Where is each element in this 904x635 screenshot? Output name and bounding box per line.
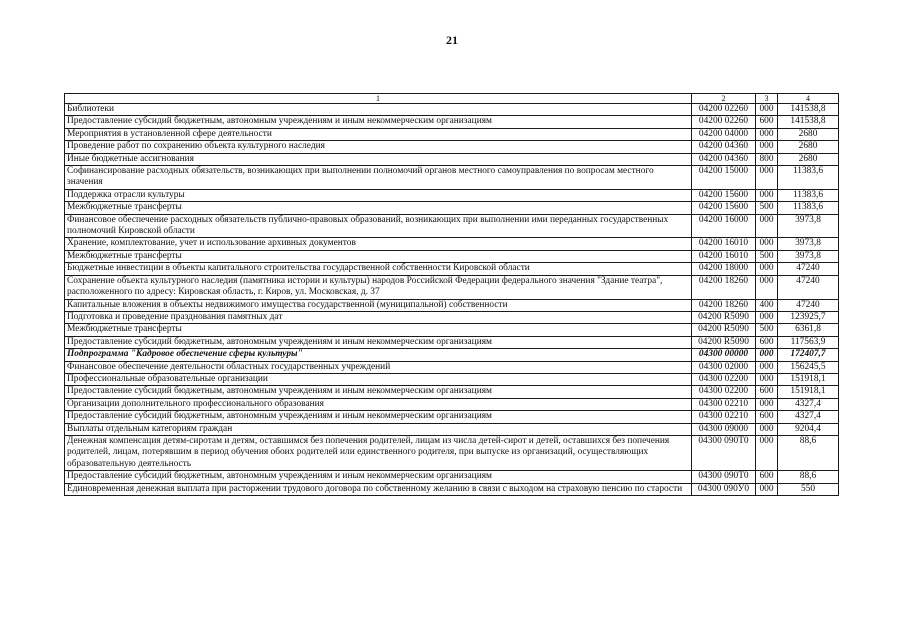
row-amount: 141538,8 (778, 104, 839, 116)
table-row (65, 214, 839, 238)
row-amount: 47240 (778, 275, 839, 299)
row-sub-code: 000 (756, 104, 778, 116)
column-header: 3 (756, 94, 778, 104)
table-row (65, 166, 839, 190)
row-sub-code: 000 (756, 275, 778, 299)
row-code: 04200 15600 (692, 189, 756, 201)
row-amount: 141538,8 (778, 116, 839, 128)
row-sub-code: 500 (756, 250, 778, 262)
table-row (65, 104, 839, 116)
row-sub-code: 000 (756, 128, 778, 140)
row-code: 04200 15600 (692, 202, 756, 214)
row-amount: 4327,4 (778, 411, 839, 423)
row-code: 04200 02260 (692, 116, 756, 128)
row-name: Поддержка отрасли культуры (65, 189, 692, 201)
column-header: 4 (778, 94, 839, 104)
row-code: 04200 18260 (692, 275, 756, 299)
row-name: Финансовое обеспечение расходных обязательств публично-правовых образований, возникающих при выполнении ими переданных государственных полномочий Кировской области (65, 214, 692, 238)
row-code: 04200 16010 (692, 250, 756, 262)
row-code: 04200 R5090 (692, 324, 756, 336)
row-name: Сохранение объекта культурного наследия (памятника истории и культуры) народов Российской Федерации федерального значения "Здание театра", расположенного по адресу: Кировская область, г. Киров, ул. Московская, д. 37 (65, 275, 692, 299)
row-name: Библиотеки (65, 104, 692, 116)
table-row (65, 336, 839, 348)
row-sub-code: 500 (756, 324, 778, 336)
row-name: Финансовое обеспечение деятельности областных государственных учреждений (65, 361, 692, 373)
row-code: 04200 15000 (692, 166, 756, 190)
row-amount: 151918,1 (778, 373, 839, 385)
row-amount: 550 (778, 483, 839, 495)
row-sub-code: 000 (756, 214, 778, 238)
row-code: 04300 02000 (692, 361, 756, 373)
row-code: 04300 02200 (692, 386, 756, 398)
table-row (65, 128, 839, 140)
row-sub-code: 000 (756, 349, 778, 361)
row-code: 04200 16010 (692, 238, 756, 250)
table-row (65, 361, 839, 373)
row-name: Проведение работ по сохранению объекта культурного наследия (65, 141, 692, 153)
row-amount: 88,6 (778, 435, 839, 470)
row-sub-code: 000 (756, 263, 778, 275)
row-amount: 2680 (778, 128, 839, 140)
row-code: 04300 02200 (692, 373, 756, 385)
row-code: 04300 02210 (692, 398, 756, 410)
row-sub-code: 000 (756, 238, 778, 250)
row-sub-code: 000 (756, 189, 778, 201)
row-name: Предоставление субсидий бюджетным, автономным учреждениям и иным некоммерческим организациям (65, 336, 692, 348)
row-name: Предоставление субсидий бюджетным, автономным учреждениям и иным некоммерческим организациям (65, 116, 692, 128)
table-row (65, 324, 839, 336)
row-name: Подпрограмма "Кадровое обеспечение сферы культуры" (65, 349, 692, 361)
column-header: 1 (65, 94, 692, 104)
row-name: Межбюджетные трансферты (65, 202, 692, 214)
row-sub-code: 000 (756, 166, 778, 190)
row-name: Предоставление субсидий бюджетным, автономным учреждениям и иным некоммерческим организациям (65, 386, 692, 398)
table-row (65, 435, 839, 470)
row-amount: 4327,4 (778, 398, 839, 410)
row-sub-code: 000 (756, 423, 778, 435)
table-row (65, 250, 839, 262)
row-amount: 2680 (778, 153, 839, 165)
row-name: Межбюджетные трансферты (65, 324, 692, 336)
row-sub-code: 500 (756, 202, 778, 214)
row-code: 04200 16000 (692, 214, 756, 238)
row-amount: 123925,7 (778, 311, 839, 323)
table-row (65, 311, 839, 323)
row-amount: 6361,8 (778, 324, 839, 336)
table-body (65, 104, 839, 496)
row-name: Межбюджетные трансферты (65, 250, 692, 262)
column-header: 2 (692, 94, 756, 104)
row-code: 04200 R5090 (692, 336, 756, 348)
row-sub-code: 000 (756, 373, 778, 385)
page-number: 21 (446, 33, 458, 47)
row-amount: 9204,4 (778, 423, 839, 435)
row-sub-code: 600 (756, 336, 778, 348)
table-row (65, 386, 839, 398)
row-sub-code: 600 (756, 116, 778, 128)
table-row (65, 189, 839, 201)
budget-table (64, 93, 839, 496)
table-row (65, 299, 839, 311)
row-amount: 151918,1 (778, 386, 839, 398)
row-code: 04200 04000 (692, 128, 756, 140)
row-code: 04200 R5090 (692, 311, 756, 323)
row-name: Иные бюджетные ассигнования (65, 153, 692, 165)
table-row (65, 238, 839, 250)
row-sub-code: 000 (756, 483, 778, 495)
row-code: 04200 02260 (692, 104, 756, 116)
table-row (65, 471, 839, 483)
row-name: Организации дополнительного профессионального образования (65, 398, 692, 410)
row-code: 04300 090У0 (692, 483, 756, 495)
row-sub-code: 600 (756, 411, 778, 423)
row-sub-code: 600 (756, 386, 778, 398)
row-name: Софинансирование расходных обязательств, возникающих при выполнении полномочий органов местного самоуправления по вопросам местного значения (65, 166, 692, 190)
table-row (65, 398, 839, 410)
row-code: 04200 04360 (692, 153, 756, 165)
row-amount: 47240 (778, 299, 839, 311)
table-row (65, 153, 839, 165)
table-row (65, 349, 839, 361)
row-code: 04300 02210 (692, 411, 756, 423)
row-name: Предоставление субсидий бюджетным, автономным учреждениям и иным некоммерческим организациям (65, 411, 692, 423)
row-amount: 117563,9 (778, 336, 839, 348)
row-name: Хранение, комплектование, учет и использование архивных документов (65, 238, 692, 250)
row-name: Подготовка и проведение празднования памятных дат (65, 311, 692, 323)
row-code: 04300 090Т0 (692, 435, 756, 470)
table-header-row (65, 94, 839, 104)
row-name: Предоставление субсидий бюджетным, автономным учреждениям и иным некоммерческим организациям (65, 471, 692, 483)
row-amount: 3973,8 (778, 238, 839, 250)
table-row (65, 263, 839, 275)
row-amount: 11383,6 (778, 166, 839, 190)
table-row (65, 141, 839, 153)
table-row (65, 373, 839, 385)
row-name: Мероприятия в установленной сфере деятельности (65, 128, 692, 140)
row-code: 04200 18260 (692, 299, 756, 311)
row-sub-code: 000 (756, 398, 778, 410)
row-amount: 11383,6 (778, 189, 839, 201)
row-code: 04300 09000 (692, 423, 756, 435)
row-amount: 3973,8 (778, 214, 839, 238)
row-name: Профессиональные образовательные организации (65, 373, 692, 385)
table-row (65, 202, 839, 214)
row-sub-code: 000 (756, 361, 778, 373)
row-amount: 11383,6 (778, 202, 839, 214)
table-row (65, 411, 839, 423)
row-code: 04300 00000 (692, 349, 756, 361)
row-sub-code: 600 (756, 471, 778, 483)
row-code: 04200 18000 (692, 263, 756, 275)
table-row (65, 423, 839, 435)
row-code: 04300 090Т0 (692, 471, 756, 483)
row-amount: 156245,5 (778, 361, 839, 373)
row-code: 04200 04360 (692, 141, 756, 153)
row-amount: 172407,7 (778, 349, 839, 361)
row-sub-code: 800 (756, 153, 778, 165)
row-name: Выплаты отдельным категориям граждан (65, 423, 692, 435)
row-amount: 3973,8 (778, 250, 839, 262)
row-sub-code: 000 (756, 311, 778, 323)
row-name: Единовременная денежная выплата при расторжении трудового договора по собственному желанию в связи с выходом на страховую пенсию по старости (65, 483, 692, 495)
row-sub-code: 000 (756, 435, 778, 470)
row-amount: 47240 (778, 263, 839, 275)
row-name: Денежная компенсация детям-сиротам и детям, оставшимся без попечения родителей, лицам из числа детей-сирот и детей, оставшихся без попечения родителей, лицам, потерявшим в период обучения обоих родителей или единственного родителя, при выпуске из организаций, осуществляющих образовательную деятельность (65, 435, 692, 470)
table-row (65, 483, 839, 495)
row-amount: 2680 (778, 141, 839, 153)
row-amount: 88,6 (778, 471, 839, 483)
table-row (65, 116, 839, 128)
row-name: Бюджетные инвестиции в объекты капитального строительства государственной собственности Кировской области (65, 263, 692, 275)
row-sub-code: 000 (756, 141, 778, 153)
row-name: Капитальные вложения в объекты недвижимого имущества государственной (муниципальной) собственности (65, 299, 692, 311)
row-sub-code: 400 (756, 299, 778, 311)
table-row (65, 275, 839, 299)
